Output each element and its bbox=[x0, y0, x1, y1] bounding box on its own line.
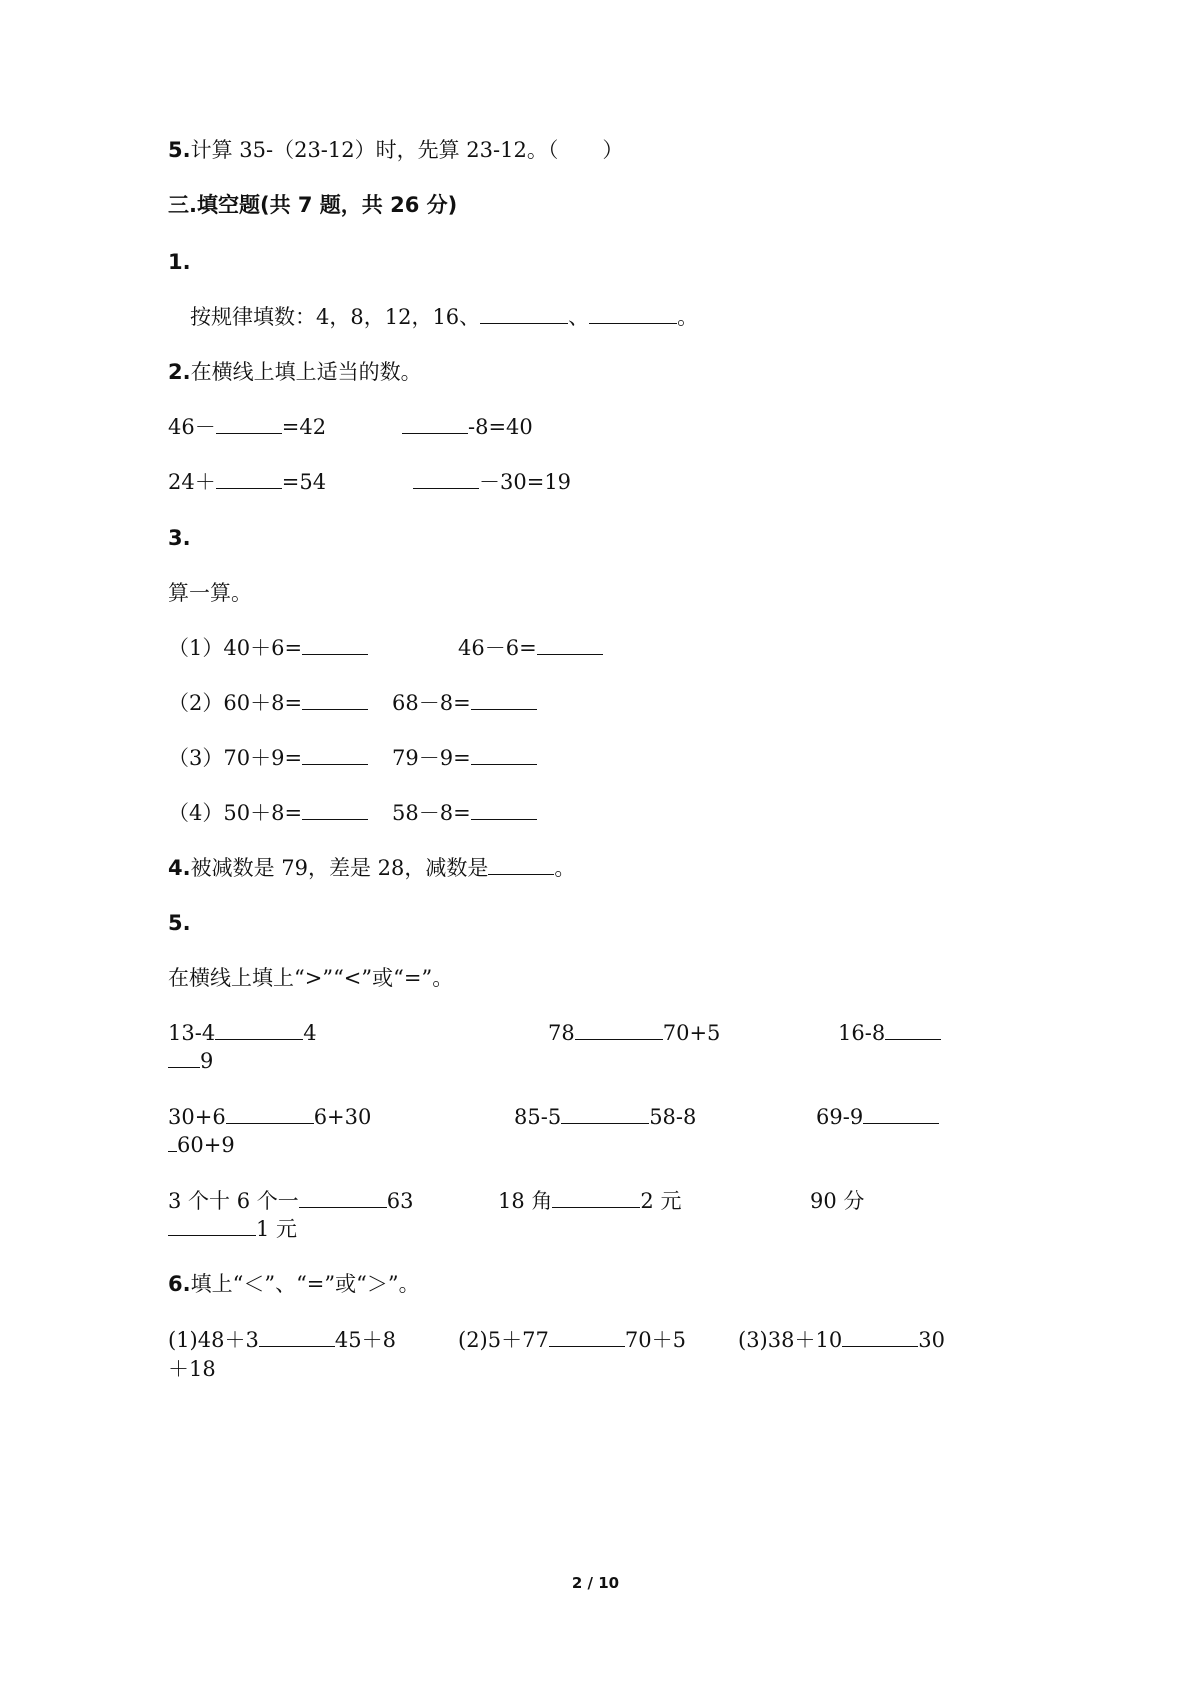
fill-blank[interactable] bbox=[168, 1131, 177, 1152]
fill-blank[interactable] bbox=[863, 1103, 939, 1124]
fill-blank[interactable] bbox=[537, 634, 603, 655]
equation: 46－ =42 bbox=[168, 415, 327, 439]
compare-item: 3 个十 6 个一 63 bbox=[168, 1189, 414, 1213]
question-4: 4.被减数是 79，差是 28，减数是 。 bbox=[168, 856, 576, 880]
fill-blank[interactable] bbox=[302, 744, 368, 765]
fill-blank[interactable] bbox=[259, 1326, 335, 1347]
fill-blank[interactable] bbox=[302, 634, 368, 655]
fill-blank[interactable] bbox=[168, 1215, 256, 1236]
question-1-number: 1. bbox=[168, 250, 191, 274]
question-text: 计算 35-（23-12）时，先算 23-12。（ bbox=[190, 138, 559, 162]
question-6: 6.填上“＜”、“=”或“＞”。 bbox=[168, 1272, 420, 1296]
question-2-prompt: 2.在横线上填上适当的数。 bbox=[168, 360, 422, 384]
compare-item: 78 70+5 bbox=[548, 1021, 721, 1045]
fill-blank[interactable] bbox=[561, 1103, 649, 1124]
calc-row: 68－8= bbox=[392, 689, 537, 717]
calc-row: 46－6= bbox=[458, 634, 603, 662]
judge-question-5: 5.计算 35-（23-12）时，先算 23-12。（ ） bbox=[168, 138, 624, 162]
fill-blank[interactable] bbox=[575, 1019, 663, 1040]
fill-blank[interactable] bbox=[549, 1326, 625, 1347]
compare-item-wrap: 1 元 bbox=[168, 1215, 297, 1243]
fill-blank[interactable] bbox=[471, 799, 537, 820]
fill-blank[interactable] bbox=[216, 468, 282, 489]
fill-blank[interactable] bbox=[215, 1019, 303, 1040]
compare-item: 69-9 bbox=[816, 1103, 939, 1131]
fill-blank[interactable] bbox=[471, 744, 537, 765]
question-number: 5. bbox=[168, 138, 191, 162]
compare-item-wrap: ＋18 bbox=[168, 1357, 216, 1381]
calc-row: （3）70＋9= bbox=[168, 744, 368, 772]
compare-item-wrap: 9 bbox=[168, 1047, 213, 1075]
compare-item: (3)38＋10 30 bbox=[738, 1328, 945, 1352]
compare-item: (1)48＋3 45＋8 bbox=[168, 1328, 396, 1352]
fill-blank[interactable] bbox=[480, 303, 568, 324]
question-1-text: 按规律填数：4，8，12，16、 、 。 bbox=[190, 305, 699, 329]
page-number: 2 / 10 bbox=[571, 1574, 620, 1592]
compare-item: 16-8 bbox=[838, 1019, 941, 1047]
fill-blank[interactable] bbox=[885, 1019, 941, 1040]
compare-item: 13-4 4 bbox=[168, 1021, 317, 1045]
compare-item: 85-5 58-8 bbox=[514, 1105, 697, 1129]
calc-row: （1）40＋6= bbox=[168, 634, 368, 662]
equation: -8=40 bbox=[402, 413, 533, 441]
fill-blank[interactable] bbox=[216, 413, 282, 434]
calc-row: （4）50＋8= bbox=[168, 799, 368, 827]
calc-row: 79－9= bbox=[392, 744, 537, 772]
question-3-prompt: 算一算。 bbox=[168, 581, 252, 605]
compare-item: 18 角 2 元 bbox=[498, 1189, 682, 1213]
equation: －30=19 bbox=[413, 468, 571, 496]
question-5-number: 5. bbox=[168, 911, 191, 935]
fill-blank[interactable] bbox=[402, 413, 468, 434]
section-heading: 三.填空题(共 7 题，共 26 分) bbox=[168, 193, 458, 217]
fill-blank[interactable] bbox=[589, 303, 677, 324]
compare-item: (2)5＋77 70＋5 bbox=[458, 1328, 686, 1352]
equation: 24＋ =54 bbox=[168, 470, 327, 494]
fill-blank[interactable] bbox=[302, 689, 368, 710]
fill-blank[interactable] bbox=[471, 689, 537, 710]
fill-blank[interactable] bbox=[413, 468, 479, 489]
fill-blank[interactable] bbox=[226, 1103, 314, 1124]
compare-item-wrap: 60+9 bbox=[168, 1131, 235, 1159]
calc-row: 58－8= bbox=[392, 799, 537, 827]
fill-blank[interactable] bbox=[302, 799, 368, 820]
question-5-prompt: 在横线上填上“>”“<”或“=”。 bbox=[168, 966, 454, 990]
fill-blank[interactable] bbox=[552, 1187, 640, 1208]
compare-item: 30+6 6+30 bbox=[168, 1105, 372, 1129]
compare-item: 90 分 bbox=[810, 1189, 865, 1213]
question-3-number: 3. bbox=[168, 526, 191, 550]
calc-row: （2）60＋8= bbox=[168, 689, 368, 717]
fill-blank[interactable] bbox=[168, 1047, 200, 1068]
fill-blank[interactable] bbox=[488, 854, 554, 875]
fill-blank[interactable] bbox=[299, 1187, 387, 1208]
fill-blank[interactable] bbox=[842, 1326, 918, 1347]
